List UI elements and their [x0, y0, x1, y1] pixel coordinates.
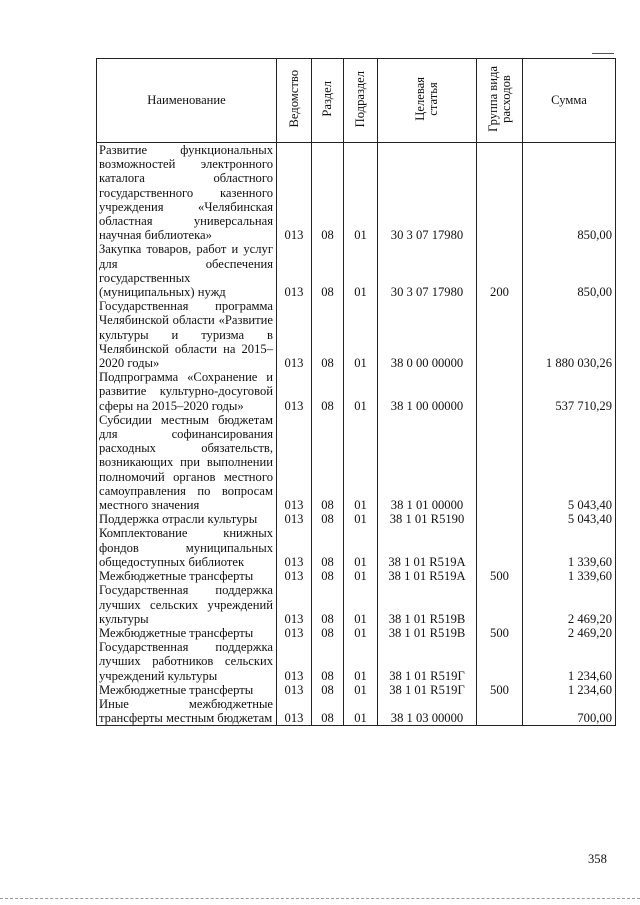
cell-razdel: 08 [312, 640, 344, 683]
cell-name: Субсидии местным бюджетам для софинансирования расходных обязательств, возникающих при выполнении полномочий органов местного самоуправления по вопросам местного значения [97, 413, 277, 512]
cell-vedomstvo: 013 [277, 640, 312, 683]
table-row [97, 512, 616, 526]
table-row [97, 683, 616, 697]
cell-gruppa-vida [477, 299, 523, 370]
cell-summa: 537 710,29 [523, 370, 616, 413]
table-row [97, 626, 616, 640]
cell-podrazdel: 01 [344, 413, 378, 512]
cell-summa: 1 234,60 [523, 640, 616, 683]
cell-gruppa-vida [477, 413, 523, 512]
cell-podrazdel: 01 [344, 626, 378, 640]
cell-razdel: 08 [312, 683, 344, 697]
cell-vedomstvo: 013 [277, 413, 312, 512]
cell-summa: 5 043,40 [523, 512, 616, 526]
cell-gruppa-vida: 500 [477, 626, 523, 640]
cell-tselevaya-statya: 38 1 01 R519B [378, 626, 477, 640]
cell-name: Комплектование книжных фондов муниципальных общедоступных библиотек [97, 526, 277, 569]
cell-podrazdel: 01 [344, 299, 378, 370]
cell-gruppa-vida [477, 583, 523, 626]
cell-podrazdel: 01 [344, 143, 378, 243]
cell-name: Подпрограмма «Сохранение и развитие культурно-досуговой сферы на 2015–2020 годы» [97, 370, 277, 413]
cell-razdel: 08 [312, 569, 344, 583]
table-row [97, 640, 616, 683]
cell-vedomstvo: 013 [277, 242, 312, 299]
table-row [97, 569, 616, 583]
table-row [97, 413, 616, 512]
cell-razdel: 08 [312, 512, 344, 526]
header-podrazdel: Подраздел [344, 59, 378, 143]
table-row [97, 299, 616, 370]
scan-bottom-edge [0, 898, 640, 899]
header-tselevaya-statya: Целевая статья [378, 59, 477, 143]
cell-tselevaya-statya: 38 1 00 00000 [378, 370, 477, 413]
cell-tselevaya-statya: 38 0 00 00000 [378, 299, 477, 370]
cell-vedomstvo: 013 [277, 512, 312, 526]
cell-vedomstvo: 013 [277, 299, 312, 370]
cell-vedomstvo: 013 [277, 626, 312, 640]
cell-razdel: 08 [312, 299, 344, 370]
cell-gruppa-vida [477, 697, 523, 726]
cell-razdel: 08 [312, 583, 344, 626]
table-row [97, 143, 616, 243]
header-name: Наименование [97, 59, 277, 143]
cell-tselevaya-statya: 38 1 01 R519B [378, 583, 477, 626]
cell-gruppa-vida [477, 512, 523, 526]
cell-name: Межбюджетные трансферты [97, 626, 277, 640]
cell-summa: 2 469,20 [523, 583, 616, 626]
cell-summa: 1 339,60 [523, 526, 616, 569]
cell-podrazdel: 01 [344, 370, 378, 413]
header-gruppa-vida-raskhodov: Группа вида расходов [477, 59, 523, 143]
cell-tselevaya-statya: 38 1 03 00000 [378, 697, 477, 726]
cell-vedomstvo: 013 [277, 697, 312, 726]
cell-name: Развитие функциональных возможностей электронного каталога областного государственного казенного учреждения «Челябинская областная универсальная научная библиотека» [97, 143, 277, 243]
cell-podrazdel: 01 [344, 526, 378, 569]
cell-vedomstvo: 013 [277, 583, 312, 626]
cell-tselevaya-statya: 38 1 01 R519A [378, 569, 477, 583]
table-row [97, 697, 616, 726]
cell-tselevaya-statya: 38 1 01 00000 [378, 413, 477, 512]
header-corner-mark [592, 53, 614, 54]
cell-tselevaya-statya: 30 3 07 17980 [378, 143, 477, 243]
cell-name: Поддержка отрасли культуры [97, 512, 277, 526]
budget-table [96, 58, 616, 726]
cell-podrazdel: 01 [344, 583, 378, 626]
cell-vedomstvo: 013 [277, 683, 312, 697]
cell-summa: 850,00 [523, 143, 616, 243]
table-row [97, 526, 616, 569]
cell-razdel: 08 [312, 370, 344, 413]
cell-vedomstvo: 013 [277, 370, 312, 413]
cell-tselevaya-statya: 38 1 01 R5190 [378, 512, 477, 526]
cell-summa: 5 043,40 [523, 413, 616, 512]
cell-gruppa-vida: 500 [477, 683, 523, 697]
cell-razdel: 08 [312, 413, 344, 512]
cell-tselevaya-statya: 30 3 07 17980 [378, 242, 477, 299]
cell-vedomstvo: 013 [277, 143, 312, 243]
cell-name: Иные межбюджетные трансферты местным бюджетам [97, 697, 277, 726]
cell-tselevaya-statya: 38 1 01 R519A [378, 526, 477, 569]
cell-name: Государственная поддержка лучших сельских учреждений культуры [97, 583, 277, 626]
cell-gruppa-vida [477, 526, 523, 569]
cell-gruppa-vida: 500 [477, 569, 523, 583]
cell-summa: 700,00 [523, 697, 616, 726]
cell-summa: 2 469,20 [523, 626, 616, 640]
header-vedomstvo: Ведомство [277, 59, 312, 143]
cell-vedomstvo: 013 [277, 526, 312, 569]
cell-razdel: 08 [312, 143, 344, 243]
table-row [97, 583, 616, 626]
cell-tselevaya-statya: 38 1 01 R519Г [378, 683, 477, 697]
cell-tselevaya-statya: 38 1 01 R519Г [378, 640, 477, 683]
cell-gruppa-vida [477, 370, 523, 413]
table-row [97, 370, 616, 413]
cell-podrazdel: 01 [344, 697, 378, 726]
cell-name: Закупка товаров, работ и услуг для обеспечения государственных (муниципальных) нужд [97, 242, 277, 299]
cell-summa: 1 234,60 [523, 683, 616, 697]
cell-podrazdel: 01 [344, 683, 378, 697]
cell-name: Государственная поддержка лучших работников сельских учреждений культуры [97, 640, 277, 683]
cell-podrazdel: 01 [344, 242, 378, 299]
header-summa: Сумма [523, 59, 616, 143]
page-number: 358 [588, 852, 607, 866]
table-row [97, 242, 616, 299]
cell-razdel: 08 [312, 697, 344, 726]
cell-podrazdel: 01 [344, 640, 378, 683]
cell-razdel: 08 [312, 626, 344, 640]
cell-gruppa-vida [477, 143, 523, 243]
cell-podrazdel: 01 [344, 512, 378, 526]
cell-vedomstvo: 013 [277, 569, 312, 583]
cell-razdel: 08 [312, 242, 344, 299]
cell-razdel: 08 [312, 526, 344, 569]
cell-summa: 1 339,60 [523, 569, 616, 583]
table-header-row [97, 59, 616, 143]
cell-name: Межбюджетные трансферты [97, 569, 277, 583]
cell-name: Государственная программа Челябинской области «Развитие культуры и туризма в Челябинской области на 2015–2020 годы» [97, 299, 277, 370]
cell-summa: 1 880 030,26 [523, 299, 616, 370]
cell-podrazdel: 01 [344, 569, 378, 583]
header-razdel: Раздел [312, 59, 344, 143]
cell-gruppa-vida [477, 640, 523, 683]
cell-summa: 850,00 [523, 242, 616, 299]
cell-name: Межбюджетные трансферты [97, 683, 277, 697]
cell-gruppa-vida: 200 [477, 242, 523, 299]
